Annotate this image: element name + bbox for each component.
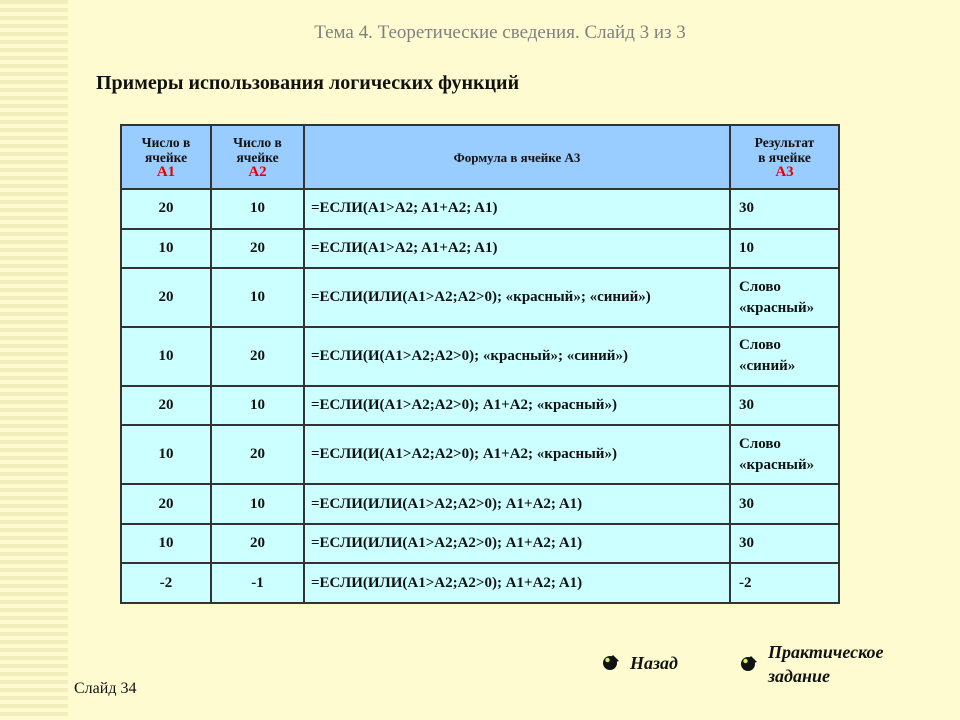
practical-task-button[interactable]: [738, 640, 884, 688]
header-a2: Число в ячейке A2: [211, 125, 304, 189]
cell-a1: 10: [121, 524, 211, 564]
header-a1-ref: A1: [156, 163, 176, 180]
logic-functions-table: [120, 124, 840, 604]
cell-result: 30: [730, 189, 839, 229]
header-formula: Формула в ячейке A3: [304, 125, 730, 189]
practical-task-label: Практическое задание: [768, 642, 884, 686]
cell-a2: 20: [211, 425, 304, 484]
table-row: [121, 327, 839, 386]
back-button[interactable]: [600, 652, 678, 674]
cell-a2: -1: [211, 563, 304, 603]
table-row: [121, 484, 839, 524]
cell-formula: =ЕСЛИ(ИЛИ(A1>A2;A2>0); A1+A2; A1): [304, 484, 730, 524]
cell-a2: 10: [211, 484, 304, 524]
table-header-row: [121, 125, 839, 189]
cell-result: Слово «синий»: [730, 327, 839, 386]
table-row: [121, 386, 839, 426]
cell-result: 10: [730, 229, 839, 269]
cell-formula: =ЕСЛИ(A1>A2; A1+A2; A1): [304, 189, 730, 229]
cell-a2: 20: [211, 229, 304, 269]
header-result: Результат в ячейке A3: [730, 125, 839, 189]
cell-a2: 20: [211, 327, 304, 386]
cell-formula: =ЕСЛИ(И(A1>A2;A2>0); «красный»; «синий»): [304, 327, 730, 386]
cell-result: -2: [730, 563, 839, 603]
cell-a2: 10: [211, 189, 304, 229]
cell-formula: =ЕСЛИ(И(A1>A2;A2>0); A1+A2; «красный»): [304, 425, 730, 484]
cell-result: 30: [730, 524, 839, 564]
cell-a1: 20: [121, 268, 211, 327]
header-a1: Число в ячейке A1: [121, 125, 211, 189]
cell-formula: =ЕСЛИ(ИЛИ(A1>A2;A2>0); A1+A2; A1): [304, 563, 730, 603]
decorative-stripes: [0, 0, 68, 720]
table-row: [121, 524, 839, 564]
cell-formula: =ЕСЛИ(ИЛИ(A1>A2;A2>0); «красный»; «синий»): [304, 268, 730, 327]
header-a3-ref: A3: [775, 163, 794, 180]
cell-formula: =ЕСЛИ(ИЛИ(A1>A2;A2>0); A1+A2; A1): [304, 524, 730, 564]
cell-result: 30: [730, 386, 839, 426]
cell-formula: =ЕСЛИ(И(A1>A2;A2>0); A1+A2; «красный»): [304, 386, 730, 426]
table-row: [121, 189, 839, 229]
page-title: Примеры использования логических функций: [96, 72, 520, 94]
cell-result: Слово «красный»: [730, 268, 839, 327]
cell-a1: -2: [121, 563, 211, 603]
cell-a1: 20: [121, 386, 211, 426]
back-label: Назад: [630, 652, 678, 673]
table-row: [121, 229, 839, 269]
cell-a2: 10: [211, 268, 304, 327]
cell-a2: 10: [211, 386, 304, 426]
cell-a2: 20: [211, 524, 304, 564]
cell-a1: 10: [121, 327, 211, 386]
table-row: [121, 425, 839, 484]
cell-a1: 10: [121, 229, 211, 269]
cell-a1: 10: [121, 425, 211, 484]
cell-result: Слово «красный»: [730, 425, 839, 484]
table-row: [121, 268, 839, 327]
slide-header: Тема 4. Теоретические сведения. Слайд 3 из 3: [314, 22, 686, 43]
cell-a1: 20: [121, 484, 211, 524]
slide-number: Слайд 34: [74, 680, 137, 697]
cell-formula: =ЕСЛИ(A1>A2; A1+A2; A1): [304, 229, 730, 269]
table-row: [121, 563, 839, 603]
cell-result: 30: [730, 484, 839, 524]
header-a2-ref: A2: [248, 163, 267, 180]
cell-a1: 20: [121, 189, 211, 229]
push-pin-icon: [738, 653, 760, 675]
push-pin-icon: [600, 652, 622, 674]
